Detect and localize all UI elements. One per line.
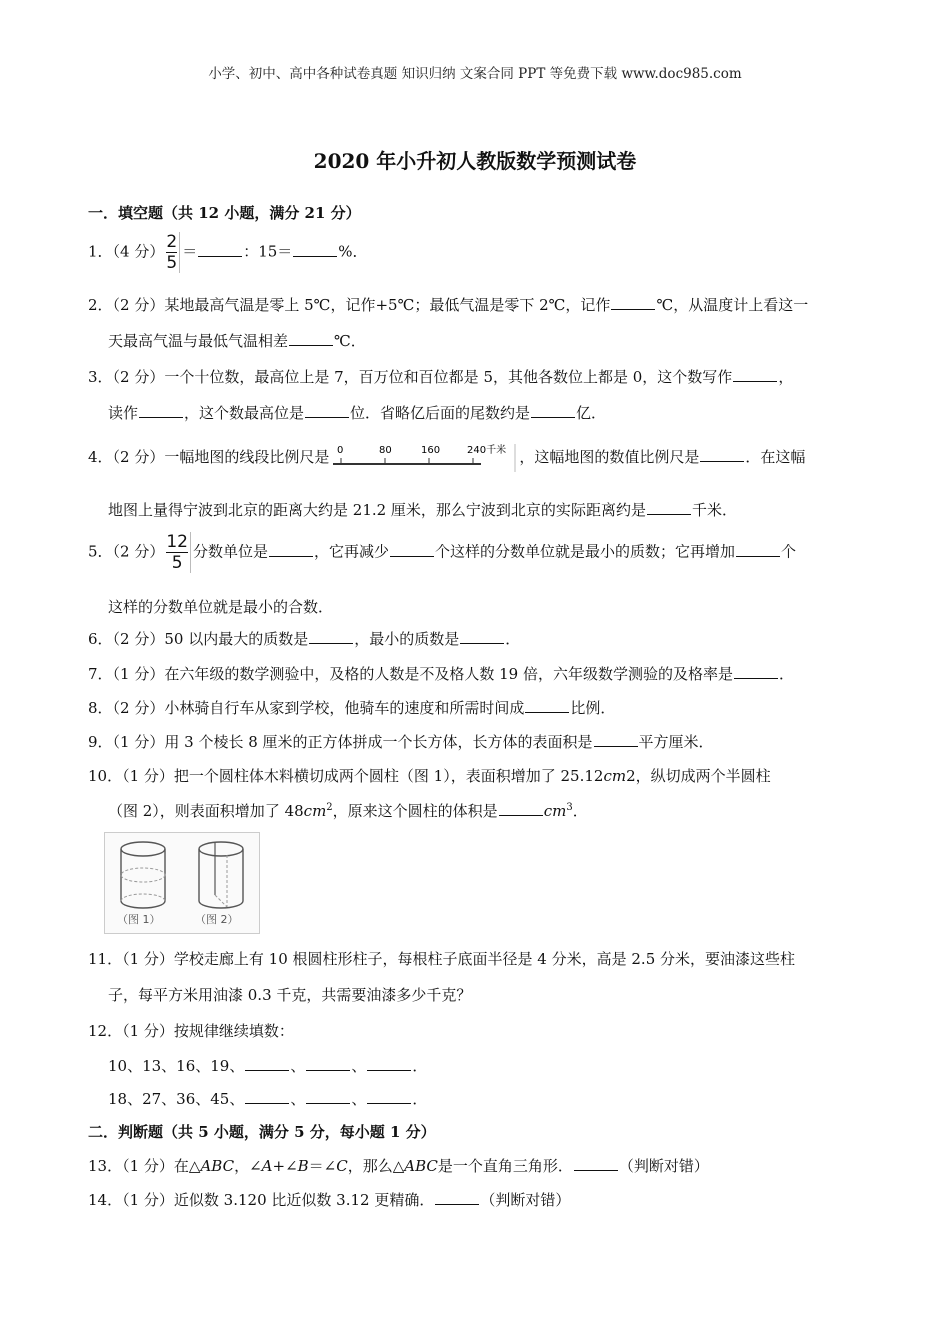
answer-blank[interactable] xyxy=(611,295,655,310)
answer-blank[interactable] xyxy=(289,331,333,346)
cylinder-diagram xyxy=(105,833,259,933)
question-2-cont: 天最高气温与最低气温相差 ℃． xyxy=(108,332,366,350)
scale-label: 0 xyxy=(337,445,344,456)
question-7: 7．（1 分）在六年级的数学测验中，及格的人数是不及格人数 19 倍，六年级数学测验的及格率是 ． xyxy=(88,665,795,683)
question-14: 14．（1 分）近似数 3.120 比近似数 3.12 更精确． （判断对错） xyxy=(88,1191,571,1209)
answer-blank[interactable] xyxy=(574,1156,618,1171)
line-scale-bar xyxy=(331,442,517,474)
answer-blank[interactable] xyxy=(499,801,543,816)
question-11-cont: 子，每平方米用油漆 0.3 千克，共需要油漆多少千克？ xyxy=(108,986,472,1004)
question-4: 4．（2 分）一幅地图的线段比例尺是 0 80 160 240千米 ，这幅地图的数值比例尺是 ．在这幅 xyxy=(88,440,868,474)
question-12: 12．（1 分）按规律继续填数： xyxy=(88,1022,294,1040)
question-4-cont: 地图上量得宁波到北京的距离大约是 21.2 厘米，那么宁波到北京的实际距离约是 千米． xyxy=(108,501,737,519)
answer-blank[interactable] xyxy=(309,629,353,644)
answer-blank[interactable] xyxy=(367,1056,411,1071)
answer-blank[interactable] xyxy=(293,242,337,257)
question-1: 1．（4 分） $\frac{2}{5}$ ＝ ：15＝ %． xyxy=(88,232,368,273)
scale-label: 80 xyxy=(379,445,393,456)
figure-1-caption: （图 1） xyxy=(117,913,161,926)
answer-blank[interactable] xyxy=(198,242,242,257)
answer-blank[interactable] xyxy=(736,542,780,557)
answer-blank[interactable] xyxy=(306,1089,350,1104)
answer-blank[interactable] xyxy=(435,1190,479,1205)
answer-blank[interactable] xyxy=(525,698,569,713)
answer-blank[interactable] xyxy=(139,403,183,418)
question-3: 3．（2 分）一个十位数，最高位上是 7，百万位和百位都是 5，其他各数位上都是 0，这个数写作 ， xyxy=(88,368,794,386)
question-2: 2．（2 分）某地最高气温是零上 5℃，记作+5℃；最低气温是零下 2℃，记作 ℃，从温度计上看这一 xyxy=(88,296,809,314)
answer-blank[interactable] xyxy=(700,447,744,462)
page-title: 2020 年小升初人教版数学预测试卷 xyxy=(313,149,637,173)
question-13: 13．（1 分）在△ABC，∠A+∠B＝∠C，那么△ABC是一个直角三角形． （判断对错） xyxy=(88,1157,709,1175)
question-8: 8．（2 分）小林骑自行车从家到学校，他骑车的速度和所需时间成 比例． xyxy=(88,699,616,717)
answer-blank[interactable] xyxy=(733,367,777,382)
answer-blank[interactable] xyxy=(367,1089,411,1104)
page-header: 小学、初中、高中各种试卷真题 知识归纳 文案合同 PPT 等免费下载 www.doc985.com xyxy=(208,66,742,82)
question-9: 9．（1 分）用 3 个棱长 8 厘米的正方体拼成一个长方体，长方体的表面积是 平方厘米． xyxy=(88,733,714,751)
answer-blank[interactable] xyxy=(245,1056,289,1071)
question-3-cont: 读作 ，这个数最高位是 位．省略亿后面的尾数约是 亿． xyxy=(108,404,607,422)
answer-blank[interactable] xyxy=(305,403,349,418)
question-11: 11．（1 分）学校走廊上有 10 根圆柱形柱子，每根柱子底面半径是 4 分米，高是 2.5 分米，要油漆这些柱 xyxy=(88,950,796,968)
sequence-row-2: 18、27、36、45、 、 、 ． xyxy=(108,1090,428,1108)
answer-blank[interactable] xyxy=(306,1056,350,1071)
question-6: 6．（2 分）50 以内最大的质数是 ，最小的质数是 ． xyxy=(88,630,521,648)
answer-blank[interactable] xyxy=(647,500,691,515)
answer-blank[interactable] xyxy=(460,629,504,644)
answer-blank[interactable] xyxy=(245,1089,289,1104)
answer-blank[interactable] xyxy=(269,542,313,557)
question-10-cont: （图 2），则表面积增加了 $48cm^2$，原来这个圆柱的体积是 $cm^3$． xyxy=(108,802,588,820)
answer-blank[interactable] xyxy=(390,542,434,557)
answer-blank[interactable] xyxy=(734,664,778,679)
scale-label: 160 xyxy=(421,445,441,456)
answer-blank[interactable] xyxy=(594,732,638,747)
question-5-cont: 这样的分数单位就是最小的合数． xyxy=(108,598,334,616)
question-5: 5．（2 分） $\frac{12}{5}$ 分数单位是 ，它再减少 个这样的分数单位就是最小的质数；它再增加 个 xyxy=(88,532,797,573)
fraction-2-5: $\frac{2}{5}$ xyxy=(166,232,180,273)
scale-label: 240千米 xyxy=(467,445,507,456)
cylinder-figures xyxy=(104,832,260,934)
question-10: 10．（1 分）把一个圆柱体木料横切成两个圆柱（图 1），表面积增加了 25.12cm2，纵切成两个半圆柱 xyxy=(88,767,771,785)
sequence-row-1: 10、13、16、19、 、 、 ． xyxy=(108,1057,428,1075)
answer-blank[interactable] xyxy=(531,403,575,418)
section-heading-fill-in: 一．填空题（共 12 小题，满分 21 分） xyxy=(88,204,361,222)
fraction-12-5: $\frac{12}{5}$ xyxy=(166,532,191,573)
figure-2-caption: （图 2） xyxy=(195,913,239,926)
section-heading-true-false: 二．判断题（共 5 小题，满分 5 分，每小题 1 分） xyxy=(88,1123,436,1141)
